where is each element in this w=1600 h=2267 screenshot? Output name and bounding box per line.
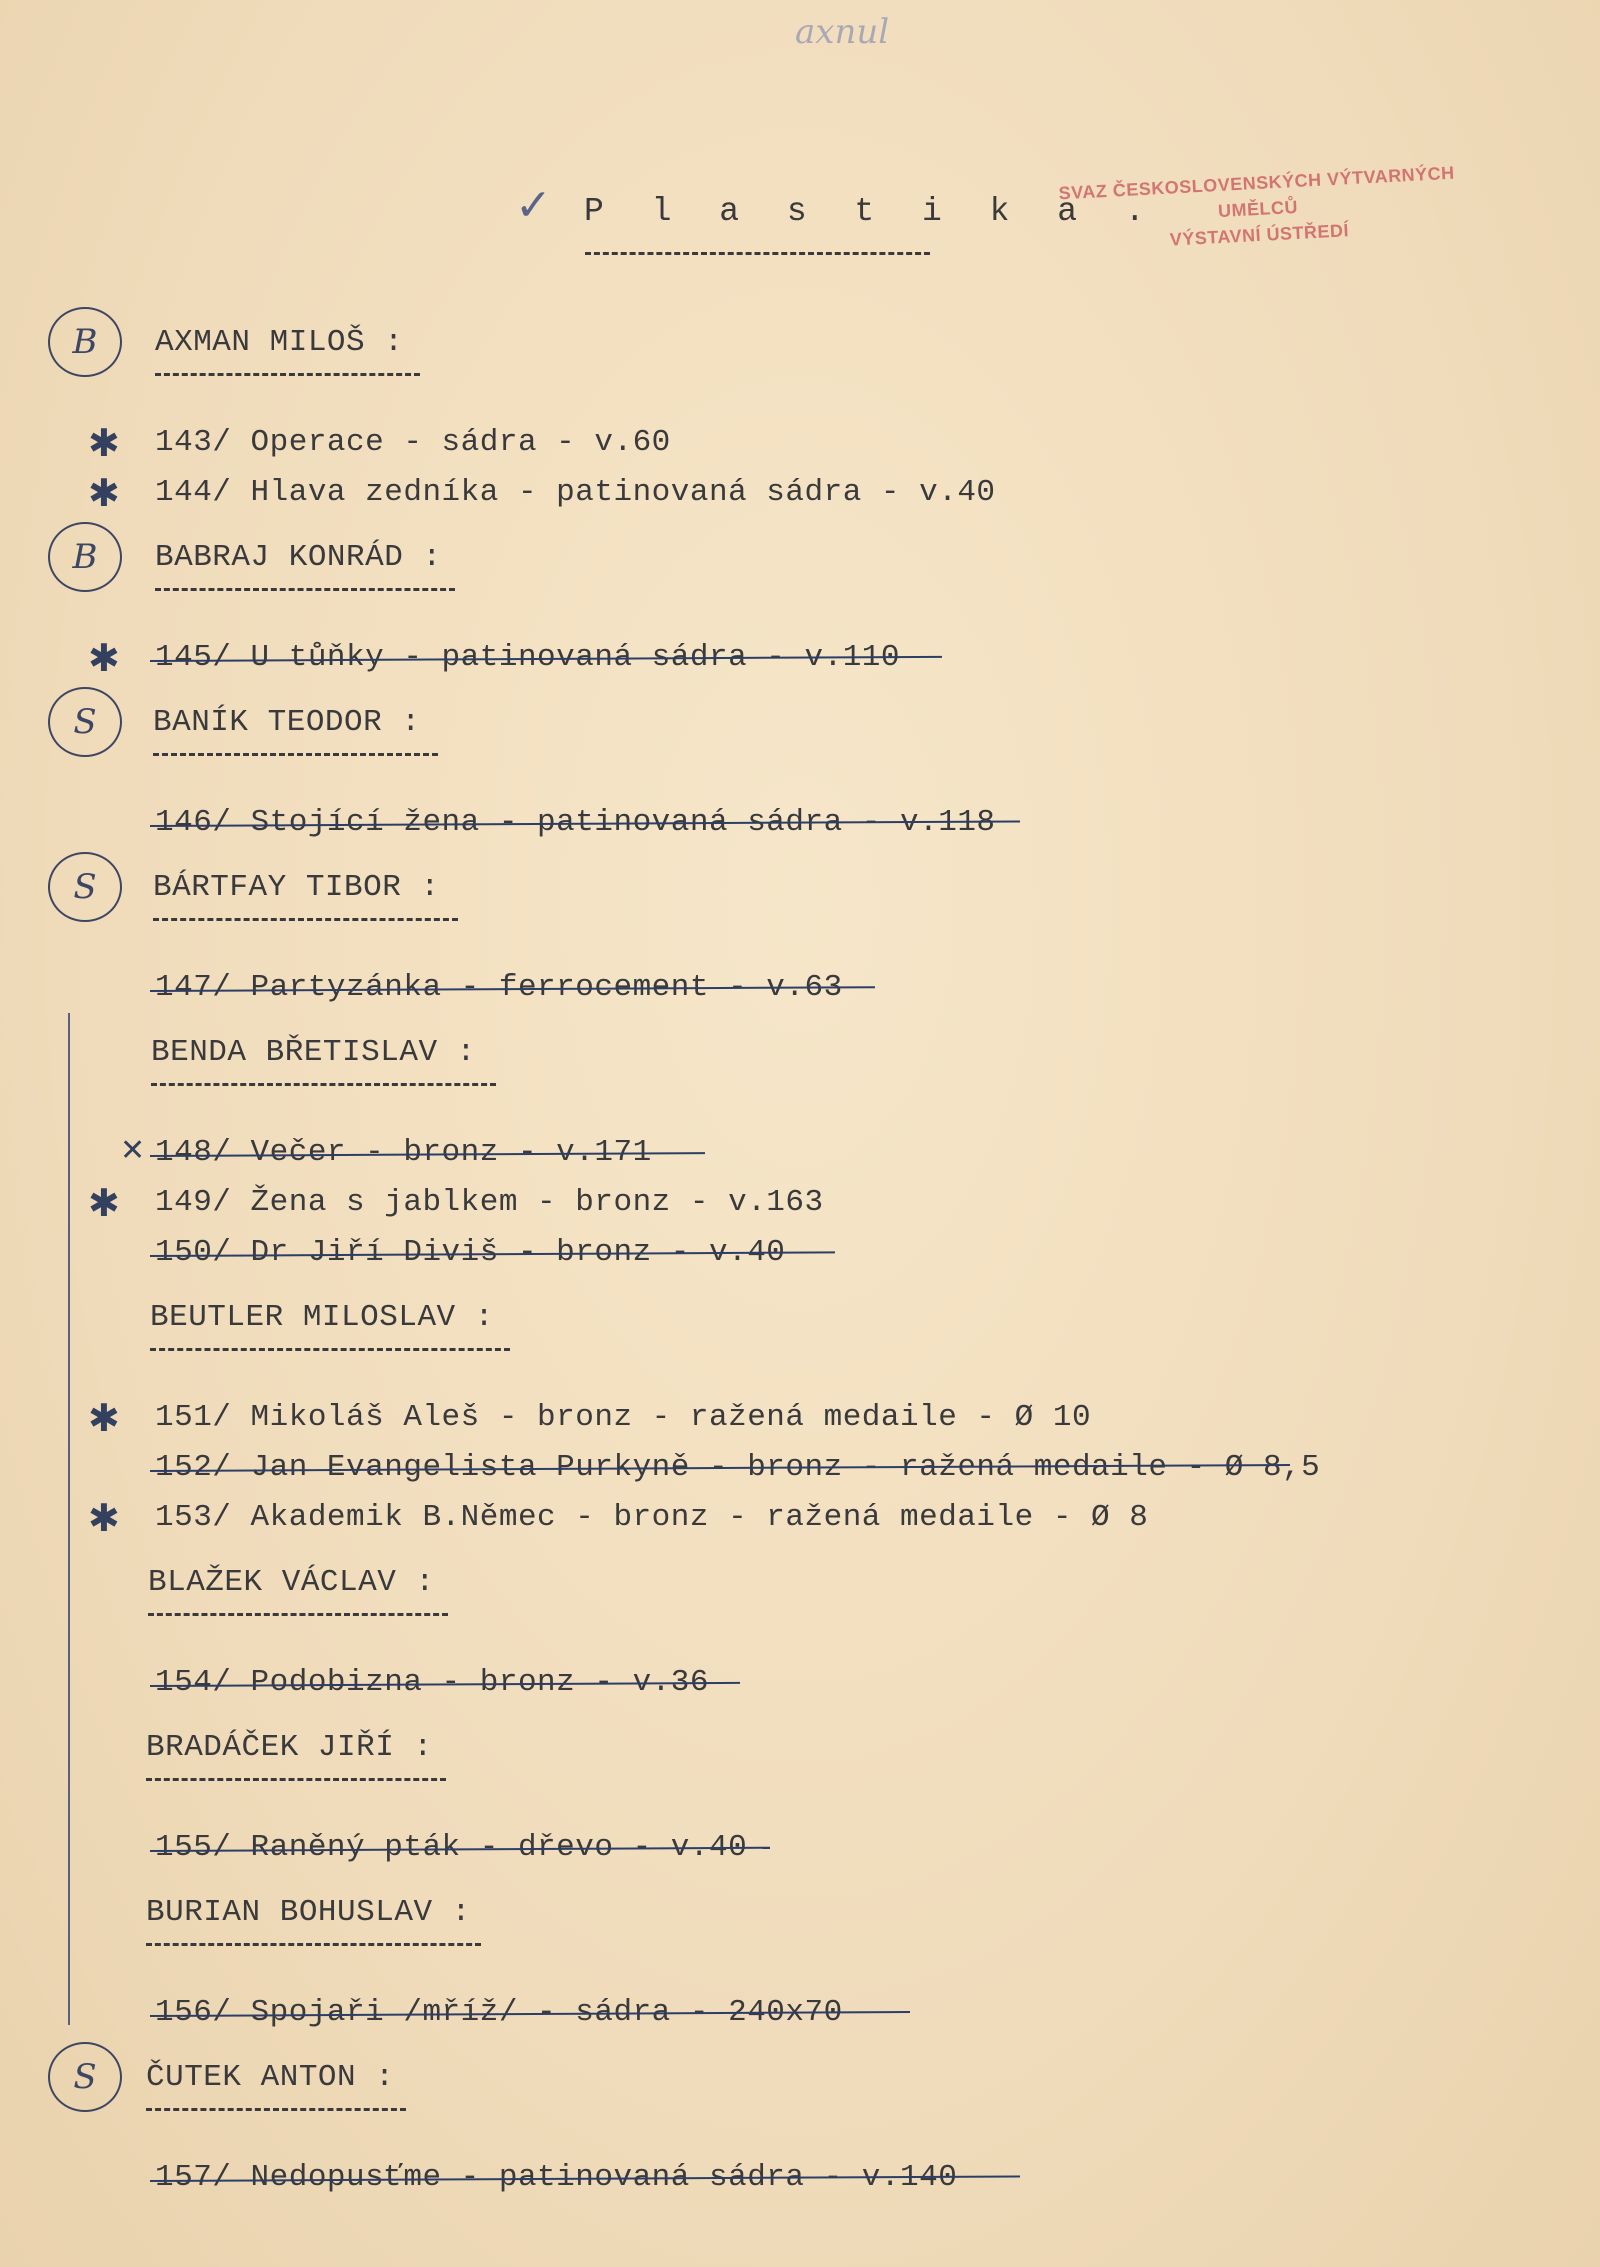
- artist-heading: BURIAN BOHUSLAV :: [146, 1895, 471, 1930]
- artist-heading-underline: [146, 1943, 481, 1946]
- asterisk-mark-icon: ✱: [88, 1181, 120, 1225]
- artist-heading: BABRAJ KONRÁD :: [155, 540, 442, 575]
- asterisk-mark-icon: ✱: [88, 421, 120, 465]
- artist-heading: ČUTEK ANTON :: [146, 2060, 395, 2095]
- artist-heading: BLAŽEK VÁCLAV :: [148, 1565, 435, 1600]
- artist-heading: BENDA BŘETISLAV :: [151, 1035, 476, 1070]
- checkmark-icon: ✓: [515, 180, 552, 231]
- work-entry: 146/ Stojící žena - patinovaná sádra - v.118: [155, 805, 996, 840]
- artist-heading: BEUTLER MILOSLAV :: [150, 1300, 494, 1335]
- asterisk-mark-icon: ✱: [88, 1396, 120, 1440]
- artist-heading: BRADÁČEK JIŘÍ :: [146, 1730, 433, 1765]
- category-mark-circle: S: [48, 2042, 122, 2112]
- category-mark-circle: B: [48, 522, 122, 592]
- work-entry: 156/ Spojaři /mříž/ - sádra - 240x70: [155, 1995, 843, 2030]
- artist-heading-underline: [155, 373, 420, 376]
- work-entry: 157/ Nedopusťme - patinovaná sádra - v.140: [155, 2160, 958, 2195]
- work-entry: 143/ Operace - sádra - v.60: [155, 425, 671, 460]
- top-handwriting: axnul: [795, 12, 890, 52]
- margin-bracket-line: [68, 1013, 70, 2025]
- artist-heading-underline: [146, 2108, 406, 2111]
- work-entry: 152/ Jan Evangelista Purkyně - bronz - ražená medaile - Ø 8,5: [155, 1450, 1321, 1485]
- category-mark-circle: S: [48, 852, 122, 922]
- artist-heading-underline: [151, 1083, 496, 1086]
- artist-heading-underline: [148, 1613, 448, 1616]
- asterisk-mark-icon: ✱: [88, 636, 120, 680]
- work-entry: 145/ U tůňky - patinovaná sádra - v.110: [155, 640, 901, 675]
- work-entry: 148/ Večer - bronz - v.171: [155, 1135, 652, 1170]
- work-entry: 153/ Akademik B.Němec - bronz - ražená medaile - Ø 8: [155, 1500, 1149, 1535]
- artist-heading-underline: [153, 753, 438, 756]
- artist-heading-underline: [155, 588, 455, 591]
- artist-heading-underline: [153, 918, 458, 921]
- work-entry: 154/ Podobizna - bronz - v.36: [155, 1665, 709, 1700]
- asterisk-mark-icon: ✱: [88, 1496, 120, 1540]
- category-mark-circle: S: [48, 687, 122, 757]
- work-entry: 151/ Mikoláš Aleš - bronz - ražená medaile - Ø 10: [155, 1400, 1092, 1435]
- work-entry: 149/ Žena s jablkem - bronz - v.163: [155, 1185, 824, 1220]
- artist-heading: AXMAN MILOŠ :: [155, 325, 404, 360]
- x-mark-icon: ✕: [120, 1133, 146, 1168]
- organization-stamp: SVAZ ČESKOSLOVENSKÝCH VÝTVARNÝCH UMĚLCŮ VÝSTAVNÍ ÚSTŘEDÍ: [1058, 162, 1456, 250]
- category-mark-circle: B: [48, 307, 122, 377]
- artist-heading-underline: [146, 1778, 446, 1781]
- page-title: P l a s t i k a .: [584, 193, 1159, 230]
- artist-heading: BÁRTFAY TIBOR :: [153, 870, 440, 905]
- asterisk-mark-icon: ✱: [88, 471, 120, 515]
- work-entry: 147/ Partyzánka - ferrocement - v.63: [155, 970, 843, 1005]
- work-entry: 144/ Hlava zedníka - patinovaná sádra - v.40: [155, 475, 996, 510]
- artist-heading-underline: [150, 1348, 510, 1351]
- artist-heading: BANÍK TEODOR :: [153, 705, 421, 740]
- work-entry: 155/ Raněný pták - dřevo - v.40: [155, 1830, 748, 1865]
- work-entry: 150/ Dr Jiří Diviš - bronz - v.40: [155, 1235, 786, 1270]
- title-underline: [585, 252, 930, 255]
